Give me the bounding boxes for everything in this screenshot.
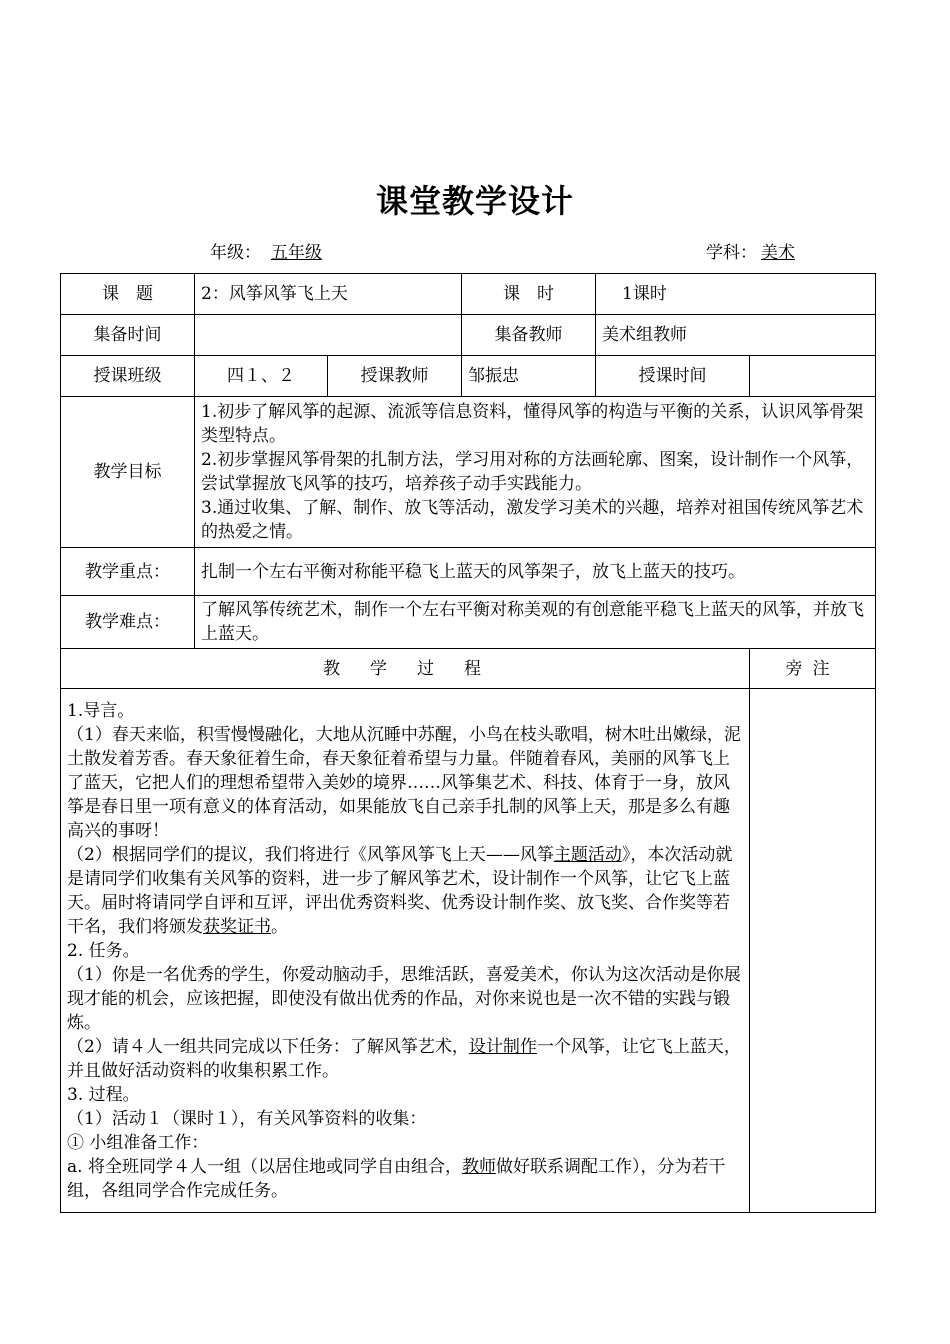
process-paragraph: （1）春天来临，积雪慢慢融化，大地从沉睡中苏醒，小鸟在枝头歌唱，树木吐出嫩绿，泥土散发着芳香。春天象征着生命，春天象征着希望与力量。伴随着春风，美丽的风筝飞上了蓝天，它把人们的理想希望带入美妙的境界……风筝集艺术、科技、体育于一身，放风筝是春日里一项有意义的体育活动，如果能放飞自己亲手扎制的风筝上天，那是多么有趣高兴的事呀！ (67, 724, 741, 841)
process-paragraph: 2. 任务。 (67, 940, 140, 961)
grade-field (210, 238, 361, 263)
objectives-content (195, 397, 876, 548)
process-paragraph (67, 843, 743, 939)
process-paragraph: 1.导言。 (67, 700, 135, 721)
underlined-text: 设计制作 (468, 1036, 537, 1057)
subject-value: 美术 (761, 243, 795, 263)
subject-field (706, 238, 799, 263)
hours-label: 课 时 (462, 274, 596, 315)
prep-teacher-value: 美术组教师 (596, 315, 876, 356)
objective-item: 3.通过收集、了解、制作、放飞等活动，激发学习美术的兴趣，培养对祖国传统风筝艺术的热爱之情。 (201, 498, 864, 542)
underlined-text: 获奖证书 (203, 916, 271, 937)
page-title: 课堂教学设计 (375, 182, 574, 220)
table-row (61, 596, 876, 649)
time-value (750, 356, 876, 397)
table-row (61, 356, 876, 397)
table-row (61, 315, 876, 356)
class-label: 授课班级 (61, 356, 195, 397)
lesson-plan-table (60, 273, 876, 1213)
table-row (61, 397, 876, 548)
objective-item: 2.初步掌握风筝骨架的扎制方法，学习用对称的方法画轮廓、图案，设计制作一个风筝，尝试掌握放飞风筝的技巧，培养孩子动手实践能力。 (201, 450, 864, 494)
table-row (61, 548, 876, 596)
text-span: （2）根据同学们的提议，我们将进行《风筝风筝飞上天——风筝 (67, 844, 554, 865)
subject-label: 学科： (706, 243, 757, 263)
text-span: （2）请４人一组共同完成以下任务：了解风筝艺术， (67, 1036, 469, 1057)
process-header: 教学过程 (61, 649, 750, 689)
grade-label: 年级： (210, 243, 261, 263)
table-row (61, 649, 876, 689)
text-span: 》，本次活动就是请同学们收集有关风筝的资料，进一步了解风筝艺术，设计制作一个风筝，让它飞上蓝天。届时将请同学自评和互评，评出优秀资料奖、优秀设计制作奖、放飞奖、合作奖等若干名，我们将颁发 (67, 844, 733, 937)
hours-value: 1课时 (596, 274, 876, 315)
difficulties-label: 教学难点： (61, 596, 195, 649)
process-paragraph: （1）你是一名优秀的学生，你爱动脑动手，思维活跃，喜爱美术，你认为这次活动是你展现才能的机会，应该把握，即使没有做出优秀的作品，对你来说也是一次不错的实践与锻炼。 (67, 964, 741, 1033)
underlined-text: 主题活动 (553, 844, 622, 865)
underlined-text: 教师 (461, 1156, 496, 1177)
prep-time-label: 集备时间 (61, 315, 195, 356)
process-paragraph (67, 1035, 743, 1083)
table-row (61, 274, 876, 315)
process-paragraph: （1）活动１（课时１），有关风筝资料的收集： (67, 1108, 427, 1129)
objectives-label: 教学目标 (61, 397, 195, 548)
difficulties-value: 了解风筝传统艺术，制作一个左右平衡对称美观的有创意能平稳飞上蓝天的风筝，并放飞上蓝天。 (195, 596, 876, 649)
class-value: 四１、２ (195, 356, 328, 397)
text-span: 做好联系调配工作），分为若干组，各组同学合作完成任务。 (67, 1156, 726, 1201)
teacher-value: 邹振忠 (462, 356, 596, 397)
key-points-label: 教学重点： (61, 548, 195, 596)
notes-cell (750, 689, 876, 1213)
process-body (61, 689, 750, 1213)
topic-value: 2：风筝风筝飞上天 (195, 274, 462, 315)
text-span: 一个风筝，让它飞上蓝天，并且做好活动资料的收集积累工作。 (67, 1036, 741, 1081)
table-row (61, 689, 876, 1213)
process-paragraph (67, 1155, 743, 1203)
prep-teacher-label: 集备教师 (462, 315, 596, 356)
grade-value: 五年级 (271, 243, 322, 263)
topic-label: 课 题 (61, 274, 195, 315)
key-points-value: 扎制一个左右平衡对称能平稳飞上蓝天的风筝架子，放飞上蓝天的技巧。 (195, 548, 876, 596)
prep-time-value (195, 315, 462, 356)
teacher-label: 授课教师 (328, 356, 462, 397)
text-span: a. 将全班同学４人一组（以居住地或同学自由组合， (67, 1156, 462, 1177)
notes-header: 旁注 (750, 649, 876, 689)
time-label: 授课时间 (596, 356, 750, 397)
process-paragraph: 3. 过程。 (67, 1084, 140, 1105)
text-span: 。 (271, 916, 288, 937)
objective-item: 1.初步了解风筝的起源、流派等信息资料，懂得风筝的构造与平衡的关系，认识风筝骨架类型特点。 (201, 402, 864, 446)
process-paragraph: ① 小组准备工作： (67, 1132, 209, 1153)
